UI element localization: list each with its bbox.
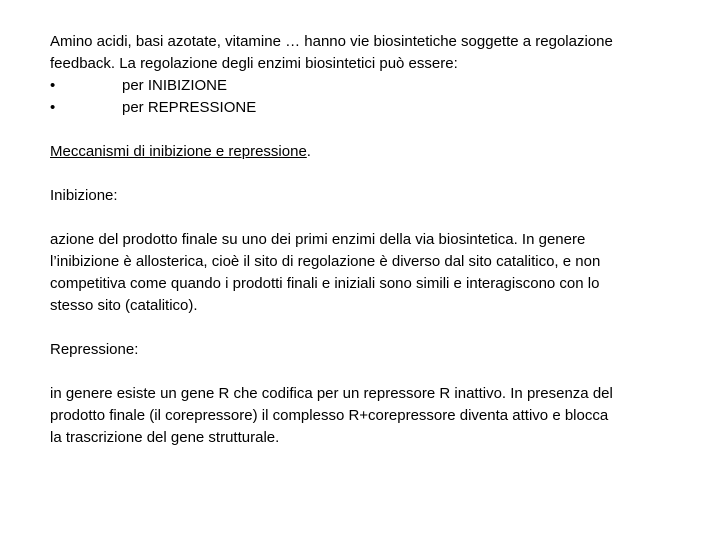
inhibition-text-line-4: stesso sito (catalitico). <box>50 297 198 314</box>
bullet-item-inhibition <box>50 75 680 97</box>
spacer <box>50 361 680 383</box>
inhibition-text-line-1: azione del prodotto finale su uno dei primi enzimi della via biosintetica. In genere <box>50 231 586 248</box>
inhibition-text-line-2: l’inibizione è allosterica, cioè il sito di regolazione è diverso dal sito catalitico, e non <box>50 253 601 270</box>
spacer <box>50 119 680 141</box>
bullet-icon: • <box>50 77 56 94</box>
repression-text-line-3: la trascrizione del gene strutturale. <box>50 429 280 446</box>
repression-text-line-2: prodotto finale (il corepressore) il complesso R+corepressore diventa attivo e blocca <box>50 407 609 424</box>
intro-line-1: Amino acidi, basi azotate, vitamine … hanno vie biosintetiche soggette a regolazione <box>50 33 613 50</box>
spacer <box>50 317 680 339</box>
bullet-item-repression <box>50 97 680 119</box>
bullet-icon: • <box>50 99 56 116</box>
inhibition-text-line-3: competitiva come quando i prodotti finali e iniziali sono simili e interagiscono con lo <box>50 275 600 292</box>
mechanisms-heading <box>50 141 680 163</box>
spacer <box>50 163 680 185</box>
bullet-text: per REPRESSIONE <box>122 99 257 116</box>
mechanisms-heading-period: . <box>306 143 311 160</box>
intro-line-2: feedback. La regolazione degli enzimi biosintetici può essere: <box>50 55 458 72</box>
repression-text-line-1: in genere esiste un gene R che codifica per un repressore R inattivo. In presenza del <box>50 385 613 402</box>
bullet-text: per INIBIZIONE <box>122 77 228 94</box>
slide-content <box>50 31 680 449</box>
spacer <box>50 207 680 229</box>
inhibition-heading: Inibizione: <box>50 187 118 204</box>
repression-heading: Repressione: <box>50 341 139 358</box>
mechanisms-heading-text: Meccanismi di inibizione e repressione <box>50 143 307 160</box>
